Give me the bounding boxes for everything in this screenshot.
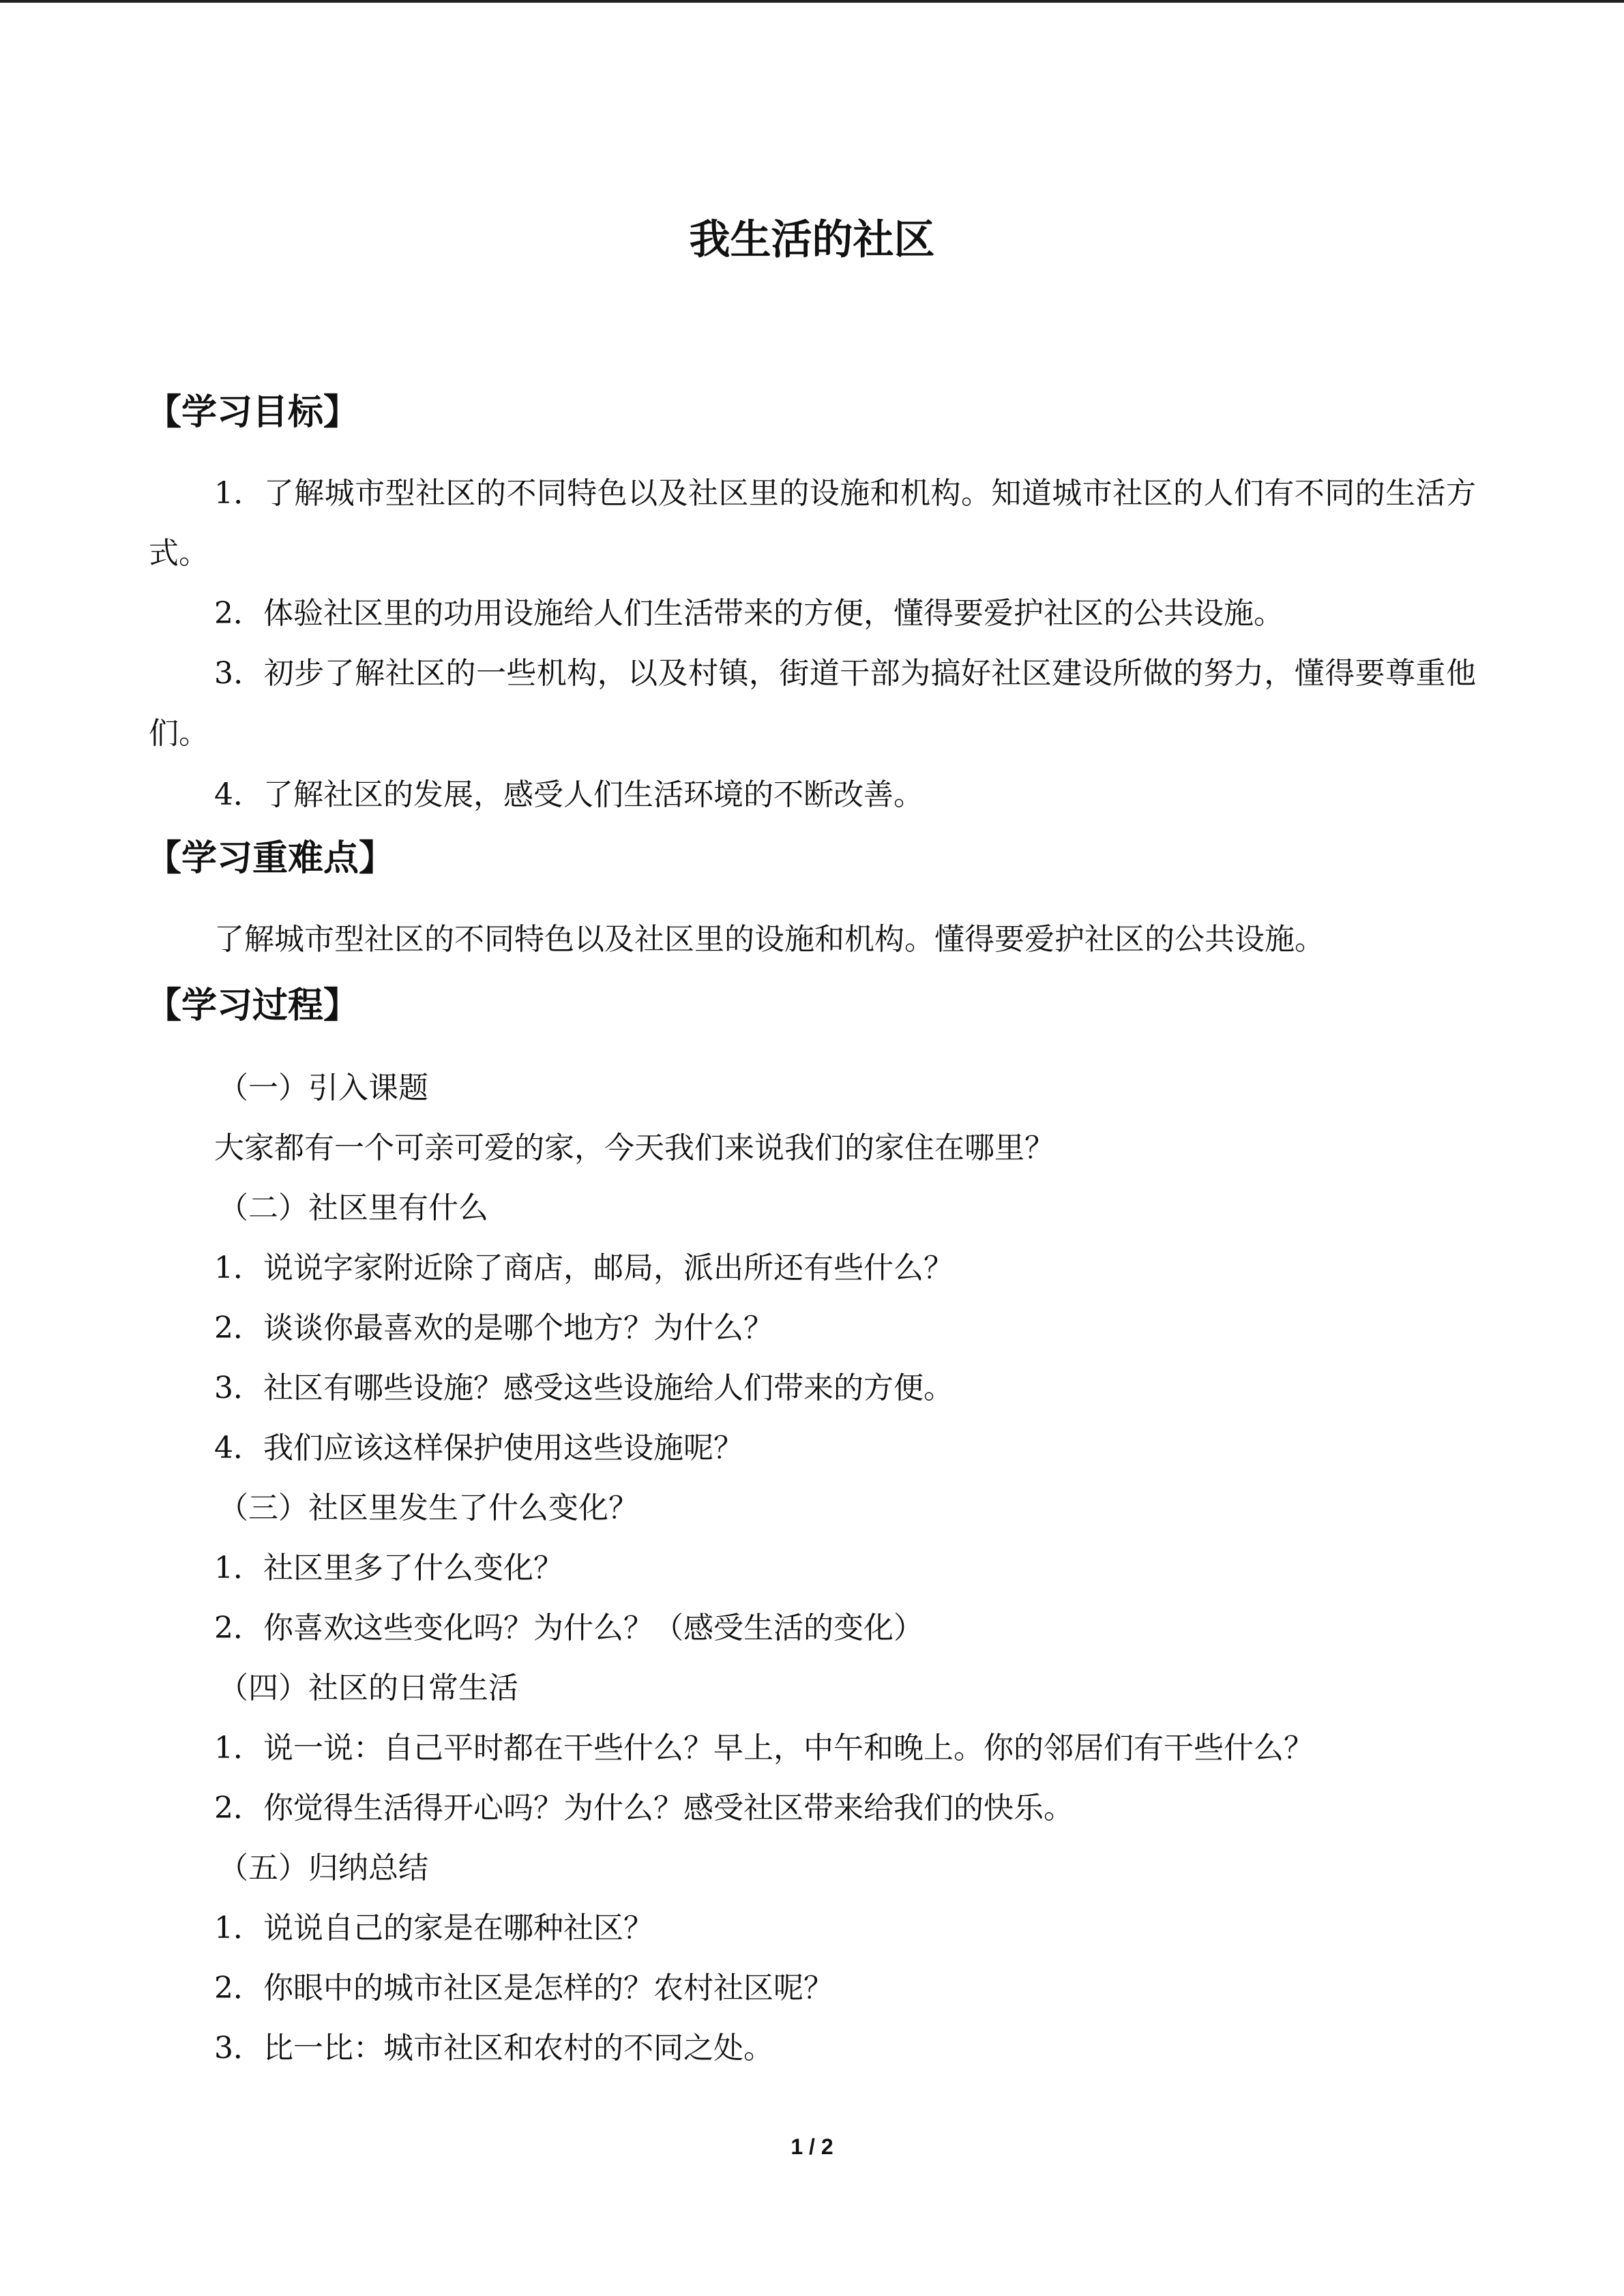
section-heading-key-points: 【学习重难点】 (146, 838, 395, 879)
process-line: 4．我们应该这样保护使用这些设施呢？ (214, 1431, 743, 1465)
process-line: 2．你喜欢这些变化吗？为什么？（感受生活的变化） (214, 1611, 924, 1645)
process-line: （五）归纳总结 (218, 1851, 428, 1885)
key-points-text: 了解城市型社区的不同特色以及社区里的设施和机构。懂得要爱护社区的公共设施。 (214, 922, 1325, 957)
process-line: （四）社区的日常生活 (218, 1671, 518, 1705)
process-line: 1．社区里多了什么变化？ (214, 1551, 563, 1585)
process-line: 2．你眼中的城市社区是怎样的？农村社区呢？ (214, 1971, 833, 2006)
goal-item-1: 1．了解城市型社区的不同特色以及社区里的设施和机构。知道城市社区的人们有不同的生活方式。 (149, 476, 1476, 571)
process-line: 1．说说字家附近除了商店，邮局，派出所还有些什么？ (214, 1251, 954, 1285)
process-line: （二）社区里有什么 (218, 1191, 488, 1225)
process-line: （一）引入课题 (218, 1071, 428, 1105)
page-number: 1 / 2 (791, 2134, 833, 2159)
process-line: 1．说一说：自己平时都在干些什么？早上，中午和晚上。你的邻居们有干些什么？ (214, 1731, 1314, 1765)
process-line: 2．你觉得生活得开心吗？为什么？感受社区带来给我们的快乐。 (214, 1791, 1074, 1825)
page-top-border (0, 0, 1624, 3)
goal-item-2: 2．体验社区里的功用设施给人们生活带来的方便，懂得要爱护社区的公共设施。 (214, 596, 1284, 631)
process-line: 3．社区有哪些设施？感受这些设施给人们带来的方便。 (214, 1371, 954, 1405)
goal-item-3: 3．初步了解社区的一些机构，以及村镇，街道干部为搞好社区建设所做的努力，懂得要尊重他们。 (149, 656, 1476, 751)
process-line: 2．谈谈你最喜欢的是哪个地方？为什么？ (214, 1311, 773, 1345)
process-line: 3．比一比：城市社区和农村的不同之处。 (214, 2031, 773, 2066)
document-title: 我生活的社区 (689, 216, 935, 264)
process-line: （三）社区里发生了什么变化？ (218, 1491, 638, 1525)
section-heading-goals: 【学习目标】 (146, 392, 359, 433)
process-line: 1．说说自己的家是在哪种社区？ (214, 1911, 653, 1945)
section-heading-process: 【学习过程】 (146, 985, 359, 1026)
goal-item-4: 4．了解社区的发展，感受人们生活环境的不断改善。 (214, 777, 924, 812)
process-line: 大家都有一个可亲可爱的家，今天我们来说我们的家住在哪里？ (214, 1131, 1054, 1165)
